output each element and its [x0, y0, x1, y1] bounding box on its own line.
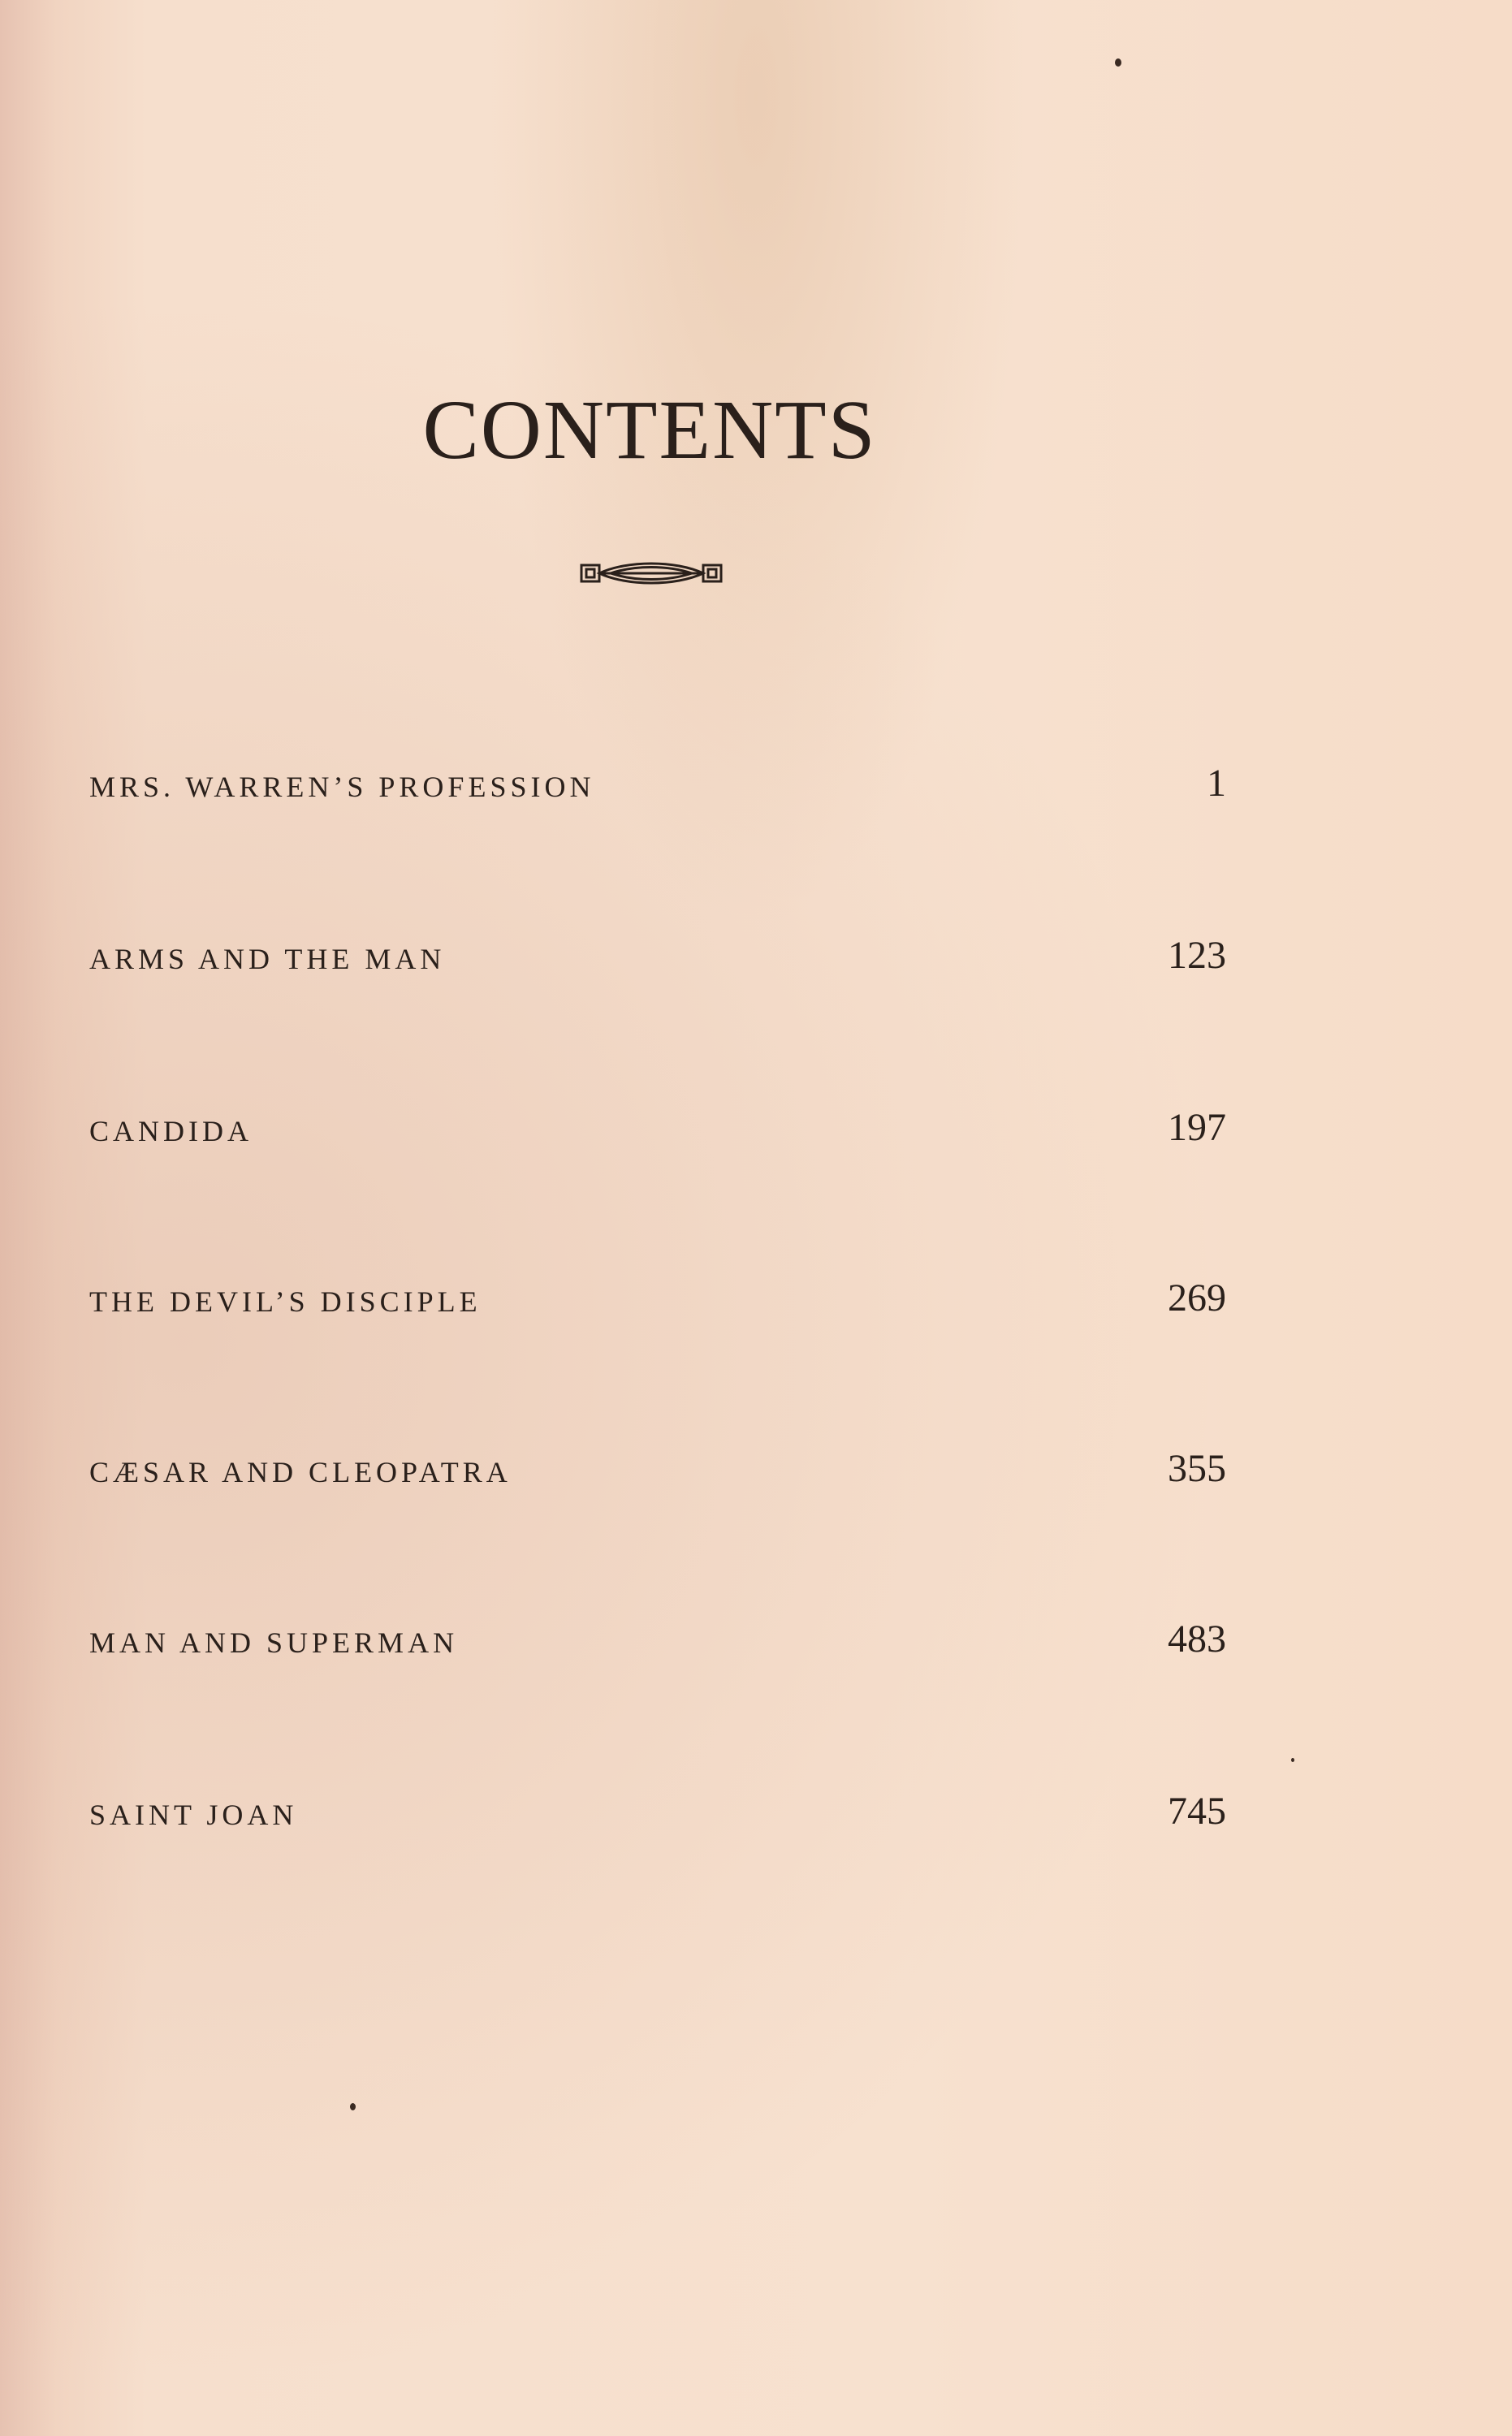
toc-entry[interactable]: [89, 927, 1226, 976]
toc-entry-title: THE DEVIL’S DISCIPLE: [89, 1285, 482, 1318]
toc-entry[interactable]: [89, 1099, 1226, 1148]
paper-speck: [1115, 58, 1121, 67]
toc-entry-page: 123: [1168, 934, 1226, 977]
toc-entry[interactable]: [89, 755, 1226, 804]
toc-entry-title: MRS. WARREN’S PROFESSION: [89, 771, 595, 803]
toc-entry-page: 745: [1168, 1790, 1226, 1833]
toc-entry-title: ARMS AND THE MAN: [89, 943, 446, 975]
paper-speck: [350, 2103, 356, 2110]
toc-entry-title: CANDIDA: [89, 1115, 253, 1147]
toc-entry[interactable]: [89, 1611, 1226, 1660]
toc-entry-page: 197: [1168, 1106, 1226, 1149]
toc-entry-page: 269: [1168, 1276, 1226, 1320]
toc-entry[interactable]: [89, 1270, 1226, 1319]
toc-entry-title: SAINT JOAN: [89, 1799, 298, 1831]
toc-entry[interactable]: [89, 1440, 1226, 1489]
page-title: CONTENTS: [422, 383, 877, 477]
toc-entry-title: MAN AND SUPERMAN: [89, 1626, 459, 1659]
toc-entry-title: CÆSAR AND CLEOPATRA: [89, 1456, 512, 1488]
paper-speck: [1291, 1758, 1294, 1762]
toc-entry-page: 355: [1168, 1447, 1226, 1490]
toc-entry[interactable]: [89, 1783, 1226, 1832]
toc-entry-page: 1: [1207, 762, 1226, 805]
toc-entry-page: 483: [1168, 1618, 1226, 1661]
